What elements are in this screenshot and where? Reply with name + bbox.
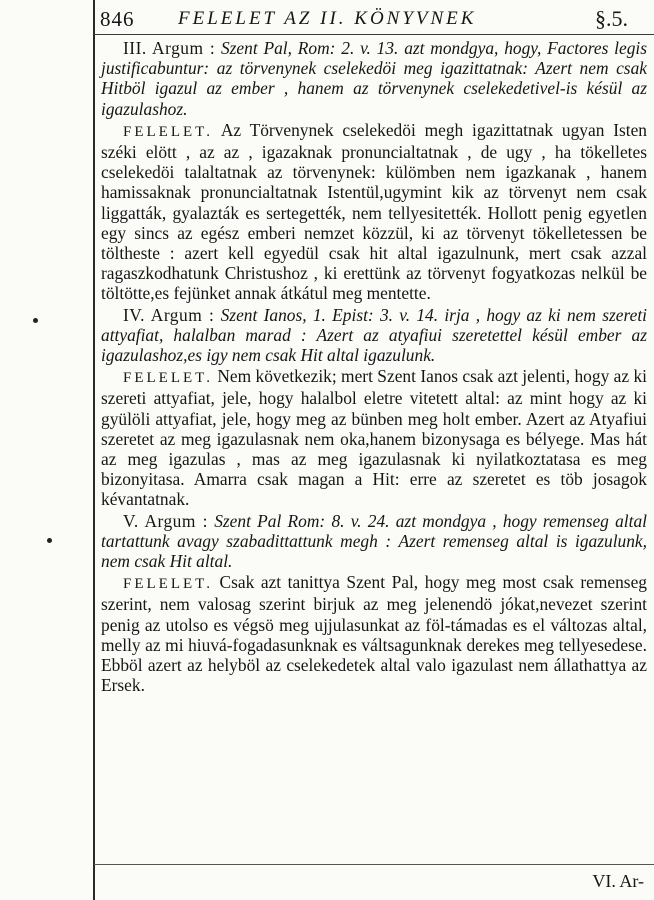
argument-text: Szent Ianos, 1. Epist: 3. v. 14. irja , hogy az ki nem szereti attyafiat, halalban marad : Azert az atyafiui szeretettel késül ember az igazulashoz,es igy nem csak Hit altal igazulunk.: [101, 304, 647, 366]
margin-dot-mark: [33, 318, 38, 323]
running-title: FELELET AZ II. KÖNYVNEK: [178, 8, 477, 29]
paragraph-answer-5: [101, 572, 647, 695]
argument-label: V. Argum :: [123, 510, 208, 531]
paragraph-argument-4: [101, 305, 647, 366]
page-header: [98, 4, 646, 34]
margin-dot-mark: [47, 538, 52, 543]
argument-label: IV. Argum :: [123, 304, 215, 325]
paragraph-argument-3: [101, 38, 647, 119]
footer-rule: [94, 864, 654, 865]
argument-label: III. Argum :: [123, 38, 216, 58]
section-mark: §.5.: [595, 6, 628, 31]
paragraph-answer-3: [101, 120, 647, 304]
answer-text: Csak azt tanittya Szent Pal, hogy meg most csak remenseg szerint, nem valosag szerint birjuk az meg jelenendö jókat,nevezet szerint penig az utolso es végsö meg ujjulasunkat az föl-támadas es el változas altal, melly az mi hiuvá-fogadasunknak es váltsagunknak derekes meg tellyesedese. Ebböl azert az helyböl az cselekedetek altal valo igazulast nem állathattya az Ersek.: [101, 572, 647, 696]
catchword: VI. Ar-: [592, 871, 644, 891]
paragraph-answer-4: [101, 366, 647, 509]
answer-label: FELELET.: [123, 123, 213, 140]
body-text: [101, 38, 647, 697]
argument-text: Szent Pal, Rom: 2. v. 13. azt mondgya, hogy, Factores legis justificabuntur: az törvenynek cselekedöi meg igazittatnak: Azert nem csak Hitböl igazul az ember , hanem az törvenynek cselekedetivel-is késül az igazulashoz.: [101, 38, 648, 119]
answer-text: Nem következik; mert Szent Ianos csak azt jelenti, hogy az ki szereti attyafiat, jele, hogy halalbol eletre vitetett altal: az mint hogy az ki gyülöli attyafiat, jele, hogy meg az bünben meg holt ember. Azert az Atyafiui szeretet az meg igazulasnak nem oka,hanem bizonysaga es bélyege. Mas hát az meg igazulas , mas az meg igazulasnak ki nyilatkoztatasa es meg bizonyitasa. Amarra csak magan a Hit: erre az szeretet es töb josagok kévantatnak.: [101, 366, 647, 510]
answer-label: FELELET.: [123, 370, 213, 387]
left-margin-rule: [93, 0, 95, 900]
paragraph-argument-5: [101, 511, 647, 572]
argument-text: Szent Pal Rom: 8. v. 24. azt mondgya , hogy remenseg altal tartattunk avagy szabadittattunk megh : Azert remenseg altal is igazulunk, nem csak Hit altal.: [101, 510, 647, 572]
header-rule: [94, 34, 654, 35]
page-number: 846: [100, 7, 135, 31]
answer-text: Az Törvenynek cselekedöi megh igazittatnak ugyan Isten széki elött , az az , igazaknak pronuncialtatnak , de ugy , ha tökelletes cselekedöi talaltatnak az törvenynek: külömben nem igazkanak , hanem hamissaknak pronuncialtatnak Istentül,ugymint kik az törvenyt nem csak liggatták, gyalazták es sertegették, nem tellyesitették. Hollott penig egyetlen egy sincs az egész emberi nemzet közzül, ki az törvenyt tökelletessen be töltheste : azert kell egyedül csak hit altal igazulnunk, mert csak azzal ragaszkodhatunk Christushoz , ki erettünk az törvenyt fogyatkozas nelkül be töltötte,es fejünket annak átkátul meg mentette.: [101, 119, 648, 304]
answer-label: FELELET.: [123, 576, 213, 593]
